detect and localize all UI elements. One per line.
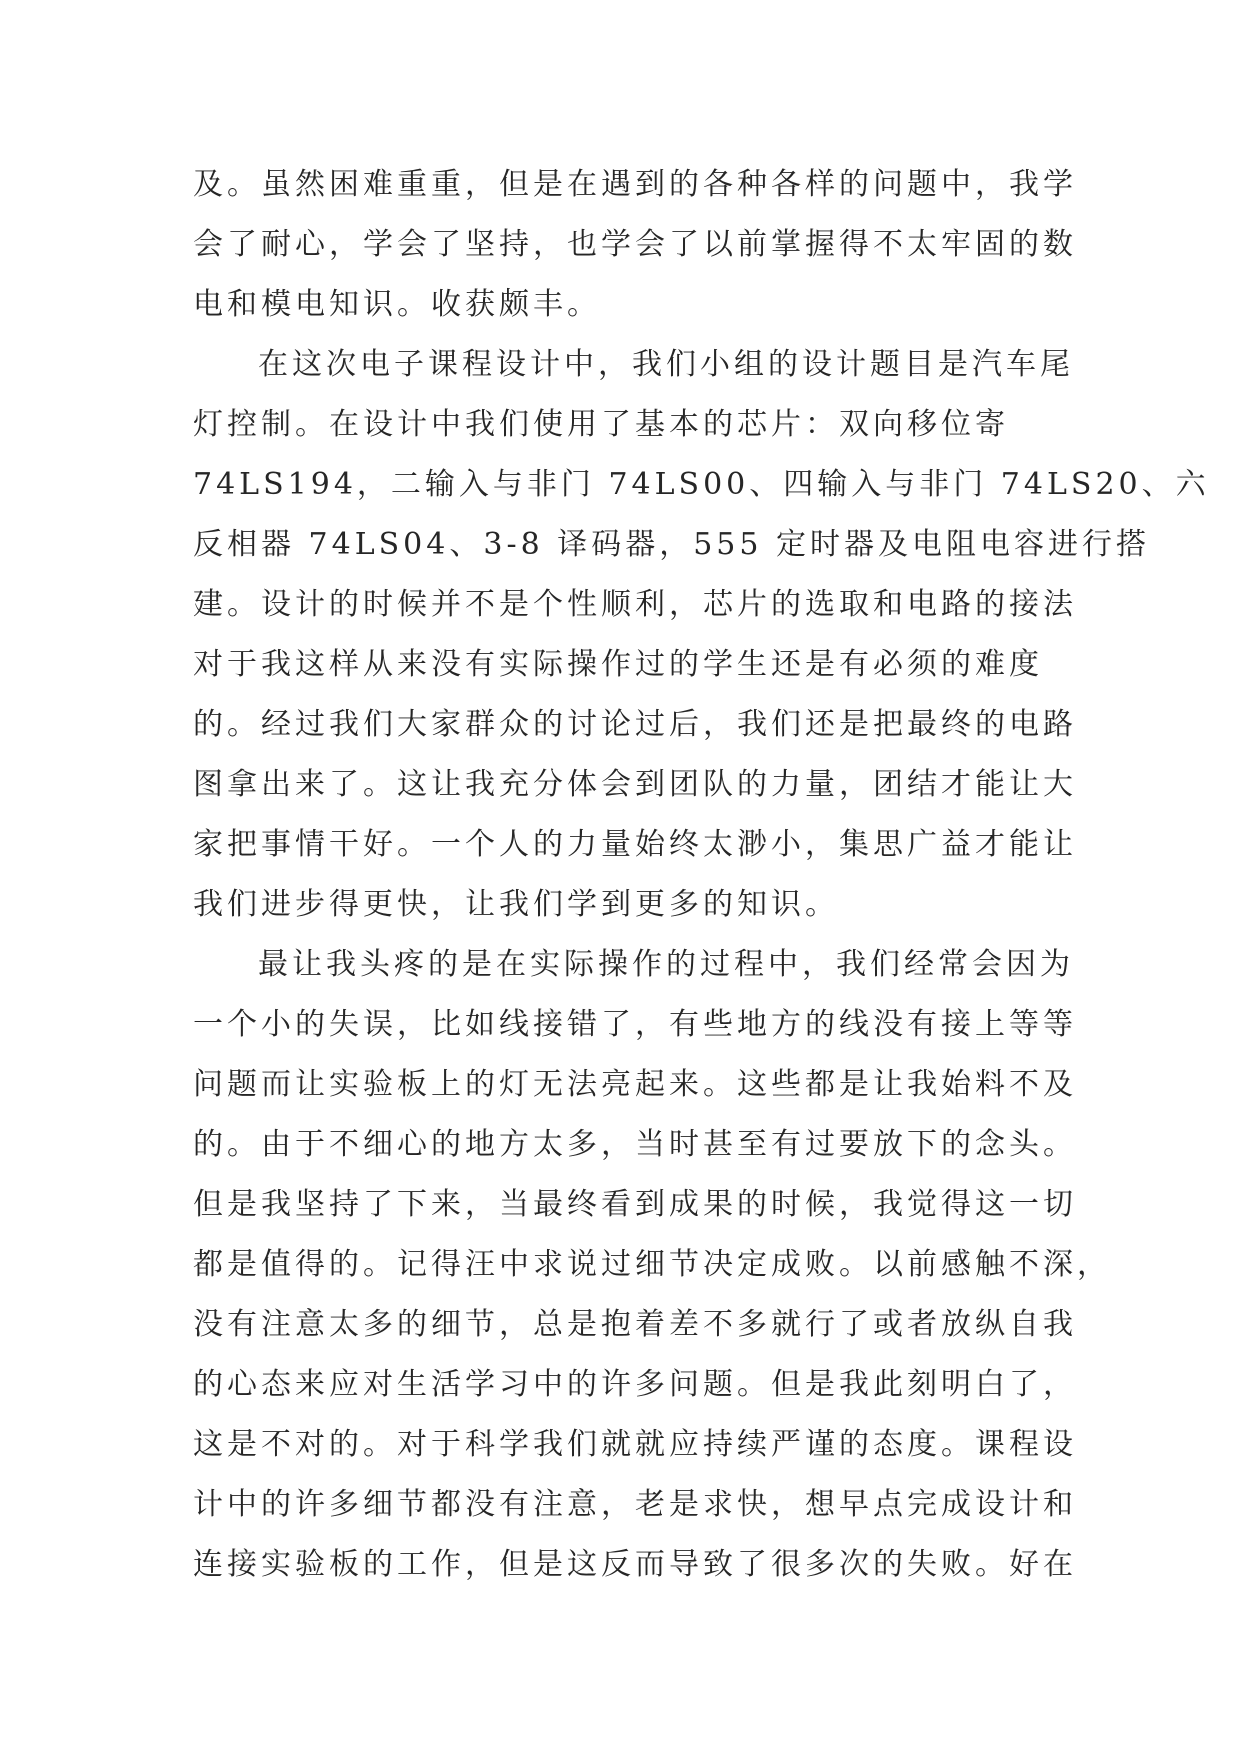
text-line: 及。虽然困难重重，但是在遇到的各种各样的问题中，我学 [193,167,1077,202]
text-line: 这是不对的。对于科学我们就就应持续严谨的态度。课程设 [193,1427,1077,1462]
text-line: 的。经过我们大家群众的讨论过后，我们还是把最终的电路 [193,707,1077,742]
text-line-first: 在这次电子课程设计中，我们小组的设计题目是汽车尾 [258,347,1074,382]
text-line: 电和模电知识。收获颇丰。 [193,287,601,322]
text-line: 灯控制。在设计中我们使用了基本的芯片：双向移位寄 [193,407,1009,442]
text-line: 74LS194，二输入与非门 74LS00、四输入与非门 74LS20、六 [193,467,1210,502]
text-line: 一个小的失误，比如线接错了，有些地方的线没有接上等等 [193,1007,1077,1042]
text-line: 建。设计的时候并不是个性顺利，芯片的选取和电路的接法 [193,587,1077,622]
paragraph-2 [193,335,1210,935]
text-line: 计中的许多细节都没有注意，老是求快，想早点完成设计和 [193,1487,1077,1522]
paragraph-3 [193,935,1111,1595]
body-text [193,155,1210,1595]
text-line: 问题而让实验板上的灯无法亮起来。这些都是让我始料不及 [193,1067,1077,1102]
text-line: 的心态来应对生活学习中的许多问题。但是我此刻明白了， [193,1367,1077,1402]
text-line-first: 最让我头疼的是在实际操作的过程中，我们经常会因为 [258,947,1074,982]
text-line: 的。由于不细心的地方太多，当时甚至有过要放下的念头。 [193,1127,1077,1162]
paragraph-1 [193,155,1077,335]
text-line: 家把事情干好。一个人的力量始终太渺小，集思广益才能让 [193,827,1077,862]
text-line: 但是我坚持了下来，当最终看到成果的时候，我觉得这一切 [193,1187,1077,1222]
text-line: 图拿出来了。这让我充分体会到团队的力量，团结才能让大 [193,767,1077,802]
text-line: 对于我这样从来没有实际操作过的学生还是有必须的难度 [193,647,1043,682]
text-line: 连接实验板的工作，但是这反而导致了很多次的失败。好在 [193,1547,1077,1582]
text-line: 我们进步得更快，让我们学到更多的知识。 [193,887,839,922]
text-line: 反相器 74LS04、3-8 译码器，555 定时器及电阻电容进行搭 [193,527,1151,562]
text-line: 会了耐心，学会了坚持，也学会了以前掌握得不太牢固的数 [193,227,1077,262]
text-line: 没有注意太多的细节，总是抱着差不多就行了或者放纵自我 [193,1307,1077,1342]
text-line: 都是值得的。记得汪中求说过细节决定成败。以前感触不深， [193,1247,1111,1282]
